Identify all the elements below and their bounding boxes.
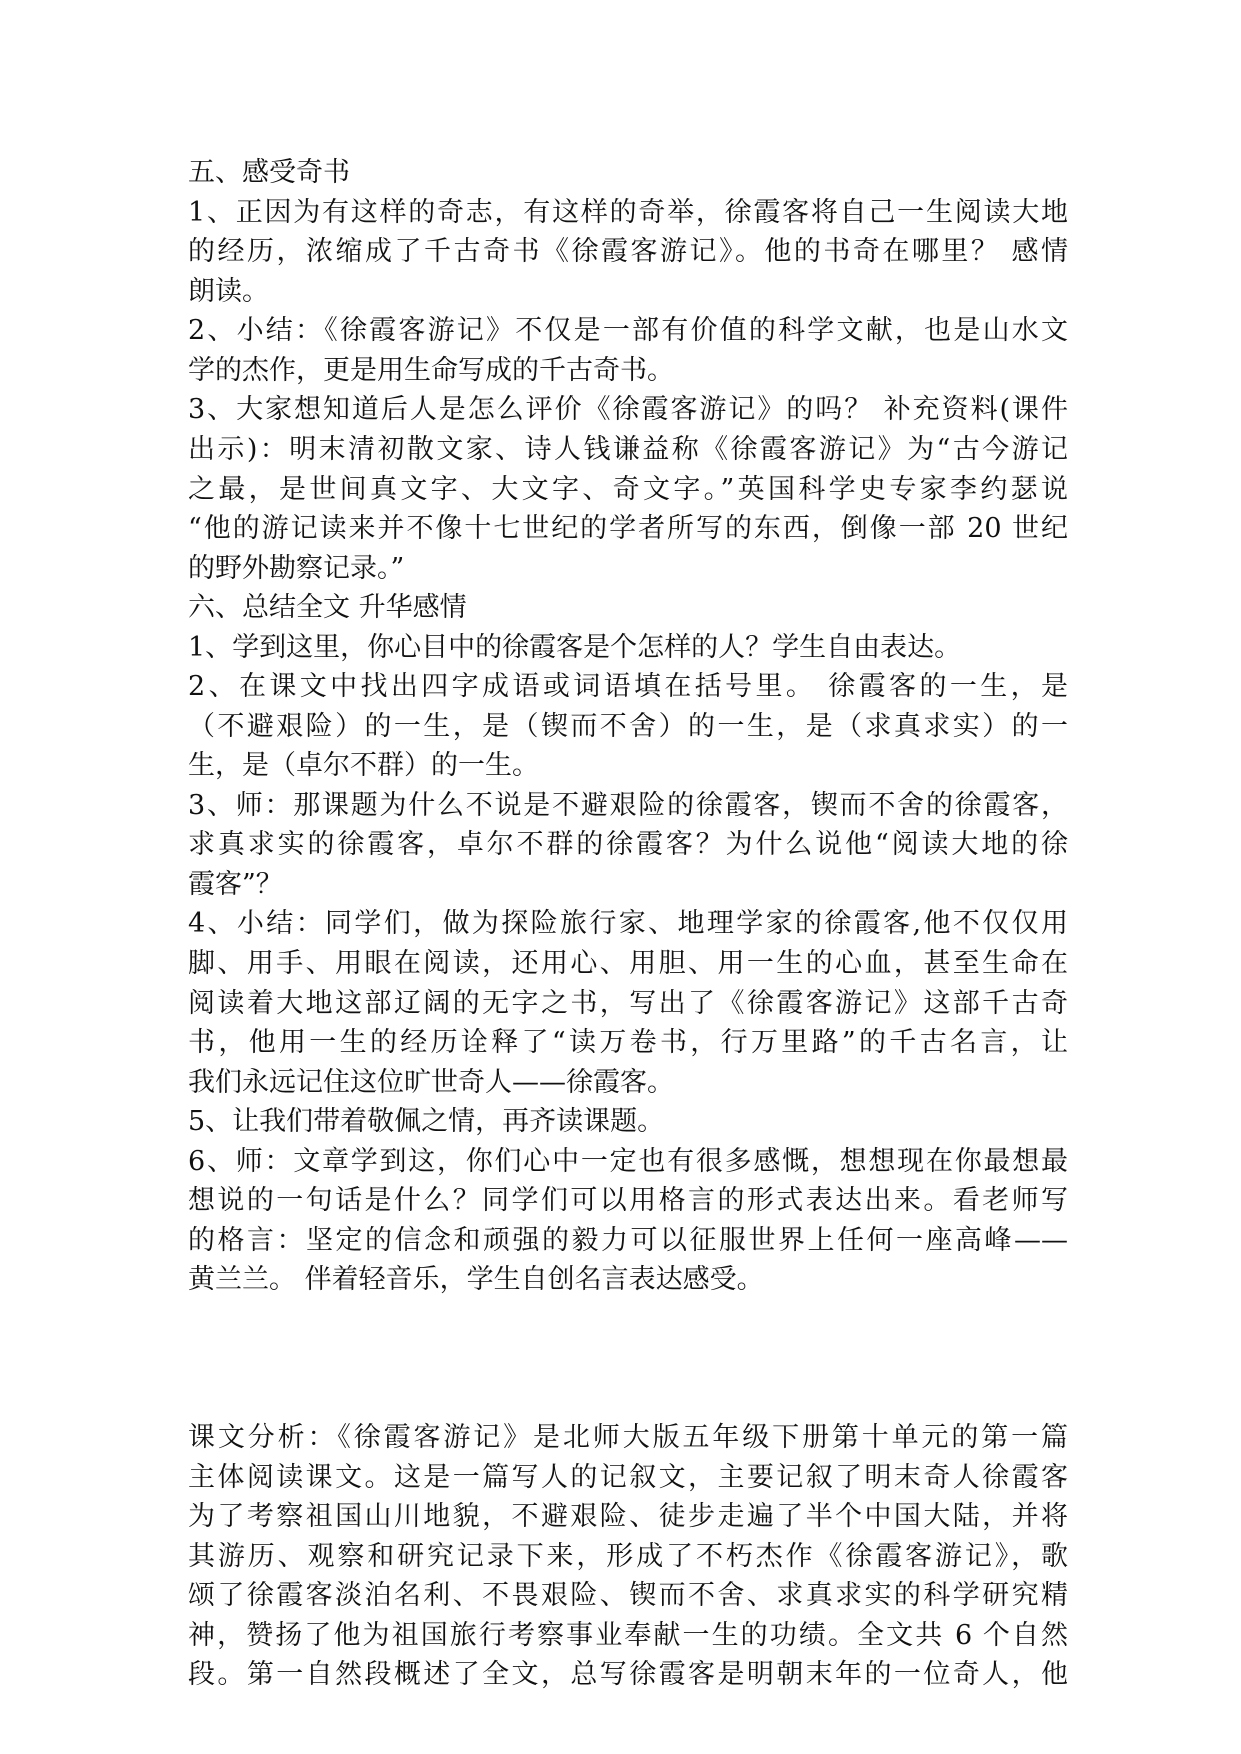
paragraph-line: 的经历，浓缩成了千古奇书《徐霞客游记》。他的书奇在哪里？ 感情 bbox=[188, 236, 1068, 267]
paragraph-line: 想说的一句话是什么？同学们可以用格言的形式表达出来。看老师写 bbox=[188, 1185, 1068, 1216]
paragraph-line: 2、在课文中找出四字成语或词语填在括号里。 徐霞客的一生，是 bbox=[188, 671, 1068, 702]
paragraph-line: 5、让我们带着敬佩之情，再齐读课题。 bbox=[188, 1106, 665, 1137]
paragraph-line: 主体阅读课文。这是一篇写人的记叙文，主要记叙了明末奇人徐霞客 bbox=[188, 1462, 1068, 1493]
paragraph-line: 课文分析：《徐霞客游记》是北师大版五年级下册第十单元的第一篇 bbox=[188, 1422, 1068, 1453]
paragraph-line: 的格言：坚定的信念和顽强的毅力可以征服世界上任何一座高峰—— bbox=[188, 1225, 1068, 1256]
paragraph-line: 霞客”？ bbox=[188, 869, 283, 900]
paragraph-line: 1、学到这里，你心目中的徐霞客是个怎样的人？学生自由表达。 bbox=[188, 632, 962, 663]
paragraph-line: 之最，是世间真文字、大文字、奇文字。”英国科学史专家李约瑟说 bbox=[188, 474, 1068, 505]
paragraph-line: 1、正因为有这样的奇志，有这样的奇举，徐霞客将自己一生阅读大地 bbox=[188, 197, 1068, 228]
section-heading: 五、感受奇书 bbox=[188, 157, 350, 188]
paragraph-line: 神，赞扬了他为祖国旅行考察事业奉献一生的功绩。全文共 6 个自然 bbox=[188, 1620, 1068, 1651]
paragraph-line: 阅读着大地这部辽阔的无字之书，写出了《徐霞客游记》这部千古奇 bbox=[188, 988, 1068, 1019]
paragraph-line: 的野外勘察记录。” bbox=[188, 553, 405, 584]
paragraph-line: 3、师：那课题为什么不说是不避艰险的徐霞客，锲而不舍的徐霞客， bbox=[188, 790, 1068, 821]
paragraph-line: 学的杰作，更是用生命写成的千古奇书。 bbox=[188, 355, 674, 386]
paragraph-line: 为了考察祖国山川地貌，不避艰险、徒步走遍了半个中国大陆，并将 bbox=[188, 1501, 1068, 1532]
paragraph-line: “他的游记读来并不像十七世纪的学者所写的东西，倒像一部 20 世纪 bbox=[188, 513, 1068, 544]
paragraph-line: 书，他用一生的经历诠释了“读万卷书，行万里路”的千古名言，让 bbox=[188, 1027, 1068, 1058]
paragraph-line: 脚、用手、用眼在阅读，还用心、用胆、用一生的心血，甚至生命在 bbox=[188, 948, 1068, 979]
paragraph-line: 黄兰兰。 伴着轻音乐，学生自创名言表达感受。 bbox=[188, 1264, 764, 1295]
paragraph-line: 2、小结：《徐霞客游记》不仅是一部有价值的科学文献，也是山水文 bbox=[188, 315, 1068, 346]
paragraph-line: 生，是（卓尔不群）的一生。 bbox=[188, 750, 539, 781]
paragraph-line: 出示)：明末清初散文家、诗人钱谦益称《徐霞客游记》为“古今游记 bbox=[188, 434, 1068, 465]
paragraph-line: 段。第一自然段概述了全文，总写徐霞客是明朝末年的一位奇人，他 bbox=[188, 1659, 1068, 1690]
paragraph-line: 我们永远记住这位旷世奇人——徐霞客。 bbox=[188, 1067, 674, 1098]
section-heading: 六、总结全文 升华感情 bbox=[188, 592, 467, 623]
paragraph-line: 6、师：文章学到这，你们心中一定也有很多感慨，想想现在你最想最 bbox=[188, 1146, 1068, 1177]
paragraph-line: 4、小结：同学们，做为探险旅行家、地理学家的徐霞客,他不仅仅用 bbox=[188, 908, 1068, 939]
paragraph-line: 求真求实的徐霞客，卓尔不群的徐霞客？为什么说他“阅读大地的徐 bbox=[188, 829, 1068, 860]
paragraph-line: 3、大家想知道后人是怎么评价《徐霞客游记》的吗？ 补充资料(课件 bbox=[188, 394, 1068, 425]
paragraph-line: 朗读。 bbox=[188, 276, 269, 307]
paragraph-line: 其游历、观察和研究记录下来，形成了不朽杰作《徐霞客游记》，歌 bbox=[188, 1541, 1068, 1572]
paragraph-line: 颂了徐霞客淡泊名利、不畏艰险、锲而不舍、求真求实的科学研究精 bbox=[188, 1580, 1068, 1611]
paragraph-line: （不避艰险）的一生，是（锲而不舍）的一生，是（求真求实）的一 bbox=[188, 711, 1068, 742]
